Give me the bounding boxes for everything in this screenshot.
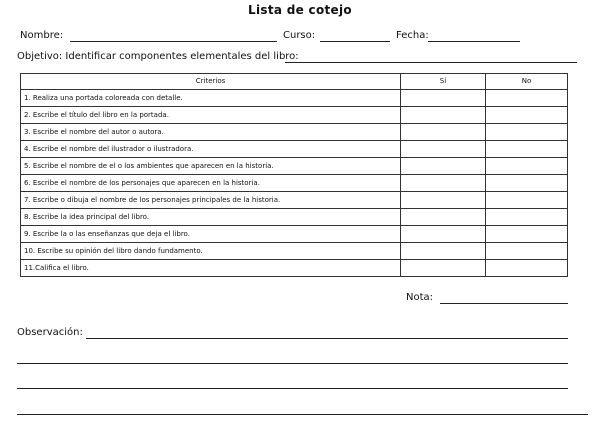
criterion-text: 7. Escribe o dibuja el nombre de los personajes principales de la historia. (21, 192, 401, 209)
table-row (21, 124, 568, 141)
observacion-line-2[interactable] (17, 363, 568, 364)
no-cell[interactable] (486, 107, 568, 124)
si-cell[interactable] (401, 209, 486, 226)
no-cell[interactable] (486, 141, 568, 158)
nombre-label: Nombre: (20, 30, 64, 41)
criterion-text: 11.Califica el libro. (21, 260, 401, 277)
table-row (21, 141, 568, 158)
no-cell[interactable] (486, 192, 568, 209)
si-cell[interactable] (401, 90, 486, 107)
si-cell[interactable] (401, 226, 486, 243)
no-cell[interactable] (486, 90, 568, 107)
no-cell[interactable] (486, 226, 568, 243)
column-header-no: No (486, 74, 568, 90)
curso-label: Curso: (283, 30, 316, 41)
si-cell[interactable] (401, 175, 486, 192)
criterion-text: 8. Escribe la idea principal del libro. (21, 209, 401, 226)
table-row (21, 192, 568, 209)
objetivo-field[interactable] (285, 62, 577, 63)
criterion-text: 5. Escribe el nombre de el o los ambientes que aparecen en la historia. (21, 158, 401, 175)
no-cell[interactable] (486, 260, 568, 277)
observacion-line-4[interactable] (17, 414, 588, 415)
si-cell[interactable] (401, 158, 486, 175)
criterion-text: 9. Escribe la o las enseñanzas que deja el libro. (21, 226, 401, 243)
fecha-field[interactable] (428, 41, 520, 42)
no-cell[interactable] (486, 175, 568, 192)
si-cell[interactable] (401, 192, 486, 209)
observacion-line-3[interactable] (17, 388, 568, 389)
no-cell[interactable] (486, 158, 568, 175)
table-row (21, 107, 568, 124)
table-row (21, 175, 568, 192)
criteria-table (20, 73, 568, 277)
criterion-text: 4. Escribe el nombre del ilustrador o ilustradora. (21, 141, 401, 158)
observacion-label: Observación: (17, 327, 83, 338)
criterion-text: 6. Escribe el nombre de los personajes que aparecen en la historia. (21, 175, 401, 192)
table-row (21, 209, 568, 226)
no-cell[interactable] (486, 124, 568, 141)
observacion-line-1[interactable] (86, 338, 568, 339)
nota-label: Nota: (406, 292, 434, 303)
si-cell[interactable] (401, 243, 486, 260)
si-cell[interactable] (401, 141, 486, 158)
table-row (21, 226, 568, 243)
si-cell[interactable] (401, 107, 486, 124)
curso-field[interactable] (320, 41, 390, 42)
criterion-text: 3. Escribe el nombre del autor o autora. (21, 124, 401, 141)
si-cell[interactable] (401, 124, 486, 141)
si-cell[interactable] (401, 260, 486, 277)
column-header-si: Sí (401, 74, 486, 90)
criterion-text: 1. Realiza una portada coloreada con detalle. (21, 90, 401, 107)
no-cell[interactable] (486, 209, 568, 226)
nombre-field[interactable] (70, 41, 277, 42)
table-row (21, 260, 568, 277)
criterion-text: 10. Escribe su opinión del libro dando fundamento. (21, 243, 401, 260)
nota-field[interactable] (440, 303, 568, 304)
fecha-label: Fecha: (396, 30, 429, 41)
table-row (21, 243, 568, 260)
table-row (21, 90, 568, 107)
table-header-row (21, 74, 568, 90)
no-cell[interactable] (486, 243, 568, 260)
objetivo-label: Objetivo: Identificar componentes elementales del libro: (17, 51, 299, 62)
table-row (21, 158, 568, 175)
column-header-criterios: Criterios (21, 74, 401, 90)
page-title: Lista de cotejo (248, 3, 352, 17)
criterion-text: 2. Escribe el título del libro en la portada. (21, 107, 401, 124)
